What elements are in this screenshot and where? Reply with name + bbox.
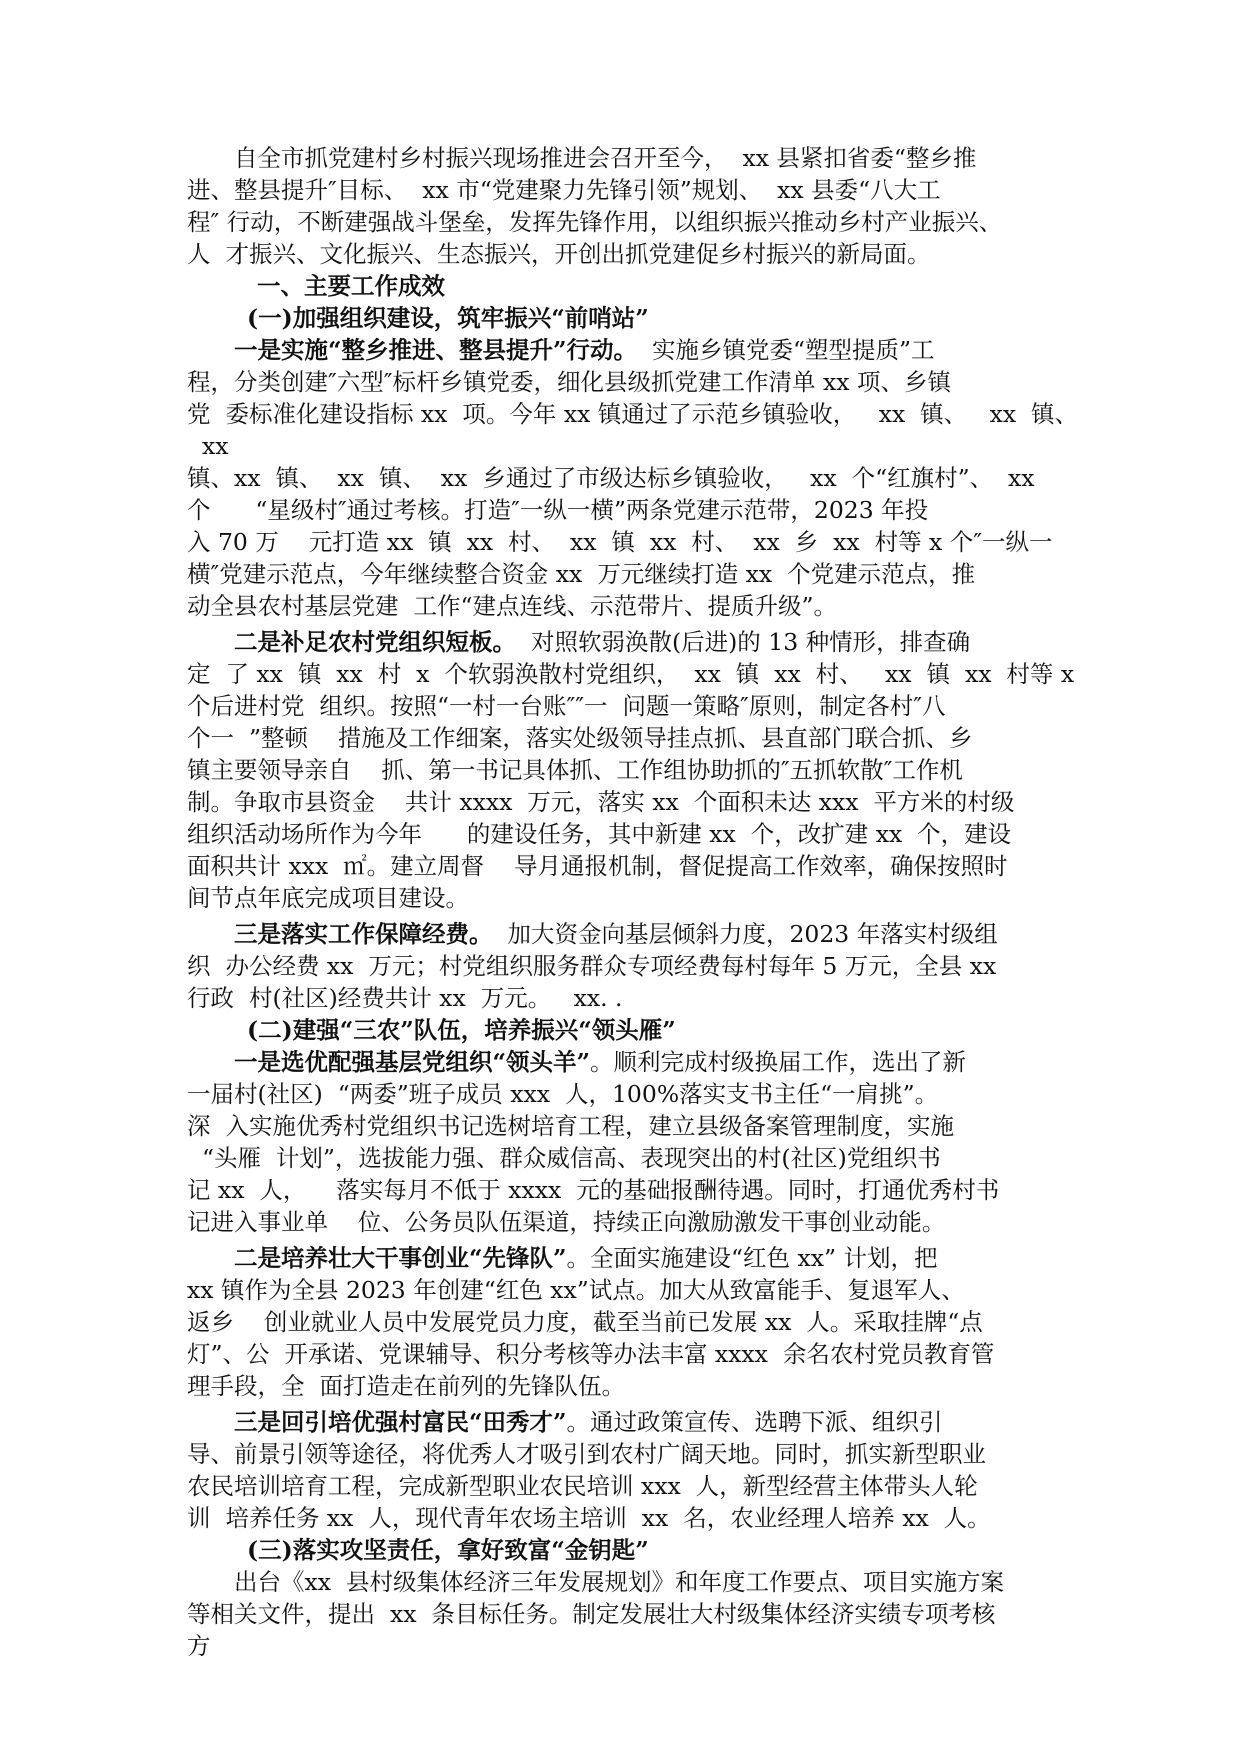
text-line: 一届村(社区) “两委”班子成员 xxx 人，100%落实支书主任“一肩挑”。	[187, 1080, 939, 1108]
text-line: 导、前景引领等途径，将优秀人才吸引到农村广阔天地。同时，抓实新型职业	[187, 1440, 986, 1468]
text-line: 程″ 行动，不断建强战斗堡垒，发挥先锋作用，以组织振兴推动乡村产业振兴、	[187, 208, 1003, 236]
text-line: 人 才振兴、文化振兴、生态振兴，开创出抓党建促乡村振兴的新局面。	[187, 240, 931, 268]
text-line: 入 70 万 元打造 xx 镇 xx 村、 xx 镇 xx 村、 xx 乡 xx 村等 x 个″一纵一	[187, 528, 1053, 556]
text-line: 定 了 xx 镇 xx 村 x 个软弱涣散村党组织， xx 镇 xx 村、 xx 镇 xx 村等 x	[187, 660, 1075, 688]
paragraph-5	[187, 1242, 1067, 1402]
text-line: 方	[187, 1632, 211, 1660]
text-line: 理手段，全 面打造走在前列的先锋队伍。	[187, 1372, 625, 1400]
text-line	[187, 918, 1067, 950]
text-line: 等相关文件，提出 xx 条目标任务。制定发展壮大村级集体经济实绩专项考核	[187, 1600, 996, 1628]
document-page	[187, 142, 1079, 1662]
text-run: 。全面实施建设“红色 xx” 计划，把	[566, 1244, 938, 1272]
text-line: 出台《xx 县村级集体经济三年发展规划》和年度工作要点、项目实施方案	[234, 1568, 1004, 1596]
text-line: 党 委标准化建设指标 xx 项。今年 xx 镇通过了示范乡镇验收， xx 镇、 xx 镇、	[187, 400, 1079, 428]
subsection-heading-2: (二)建强“三农”队伍，培养振兴“领头雁”	[247, 1016, 676, 1044]
paragraph-lead: 三是落实工作保障经费。	[234, 920, 493, 948]
text-line: 组织活动场所作为今年 的建设任务，其中新建 xx 个，改扩建 xx 个，建设	[187, 820, 1012, 848]
text-line: 个 “星级村″通过考核。打造″一纵一横”两条党建示范带，2023 年投	[187, 496, 929, 524]
text-line: 程，分类创建″六型″标杆乡镇党委，细化县级抓党建工作清单 xx 项、乡镇	[187, 368, 952, 396]
text-run: 。顺利完成村级换届工作，选出了新	[590, 1048, 967, 1076]
text-line	[187, 1046, 1067, 1078]
text-line: 个一 ”整顿 措施及工作细案，落实处级领导挂点抓、县直部门联合抓、乡	[187, 724, 973, 752]
text-line	[187, 1242, 1067, 1274]
text-line	[187, 626, 1067, 658]
text-line: 面积共计 xxx ㎡。建立周督 导月通报机制，督促提高工作效率，确保按照时	[187, 852, 1008, 880]
text-line: 镇主要领导亲自 抓、第一书记具体抓、工作组协助抓的″五抓软散″工作机	[187, 756, 963, 784]
section-heading-main-results: 一、主要工作成效	[257, 272, 445, 300]
paragraph-6	[187, 1406, 1067, 1534]
paragraph-4	[187, 1046, 1067, 1238]
paragraph-lead: 一是实施“整乡推进、整县提升”行动。	[234, 336, 638, 364]
text-line: xx	[187, 432, 229, 460]
text-line: 横″党建示范点，今年继续整合资金 xx 万元继续打造 xx 个党建示范点，推	[187, 560, 976, 588]
paragraph-lead: 二是培养壮大干事创业“先锋队”	[234, 1244, 567, 1272]
text-line: 进、整县提升″目标、 xx 市“党建聚力先锋引领”规划、 xx 县委“八大工	[187, 176, 941, 204]
paragraph-lead: 三是回引培优强村富民“田秀才”	[234, 1408, 567, 1436]
subsection-heading-3: (三)落实攻坚责任，拿好致富“金钥匙”	[247, 1536, 649, 1564]
text-line: 织 办公经费 xx 万元；村党组织服务群众专项经费每村每年 5 万元，全县 xx	[187, 952, 997, 980]
paragraph-lead: 一是选优配强基层党组织“领头羊”	[234, 1048, 591, 1076]
text-line: 间节点年底完成项目建设。	[187, 884, 469, 912]
text-run: 对照软弱涣散(后进)的 13 种情形，排查确	[516, 628, 971, 656]
text-line: 返乡 创业就业人员中发展党员力度，截至当前已发展 xx 人。采取挂牌“点	[187, 1308, 983, 1336]
paragraph-7	[187, 1566, 1067, 1662]
subsection-heading-1: (一)加强组织建设，筑牢振兴“前哨站”	[247, 304, 649, 332]
paragraph-2	[187, 626, 1075, 914]
paragraph-lead: 二是补足农村党组织短板。	[234, 628, 516, 656]
text-line: 行政 村(社区)经费共计 xx 万元。 xx. .	[187, 984, 623, 1012]
text-line: “头雁 计划”，选拔能力强、群众威信高、表现突出的村(社区)党组织书	[187, 1144, 941, 1172]
text-line: xx 镇作为全县 2023 年创建“红色 xx”试点。加大从致富能手、复退军人、	[187, 1276, 965, 1304]
text-run: 实施乡镇党委“塑型提质”工	[637, 336, 935, 364]
text-run: 加大资金向基层倾斜力度，2023 年落实村级组	[492, 920, 998, 948]
paragraph-3	[187, 918, 1067, 1014]
text-line: 个后进村党 组织。按照“一村一台账″″一 问题一策略″原则，制定各村″八	[187, 692, 946, 720]
intro-paragraph	[187, 142, 1067, 270]
text-line: 农民培训培育工程，完成新型职业农民培训 xxx 人，新型经营主体带头人轮	[187, 1472, 978, 1500]
text-run: 。通过政策宣传、选聘下派、组织引	[566, 1408, 943, 1436]
paragraph-1	[187, 334, 1079, 622]
text-line: 灯”、公 开承诺、党课辅导、积分考核等办法丰富 xxxx 余名农村党员教育管	[187, 1340, 995, 1368]
text-line: 记 xx 人， 落实每月不低于 xxxx 元的基础报酬待遇。同时，打通优秀村书	[187, 1176, 1000, 1204]
text-line: 自全市抓党建村乡村振兴现场推进会召开至今， xx 县紧扣省委“整乡推	[234, 144, 977, 172]
text-line: 动全县农村基层党建 工作“建点连线、示范带片、提质升级”。	[187, 592, 837, 620]
text-line	[187, 334, 1067, 366]
text-line: 镇、xx 镇、 xx 镇、 xx 乡通过了市级达标乡镇验收， xx 个“红旗村”、 xx	[187, 464, 1035, 492]
text-line: 训 培养任务 xx 人，现代青年农场主培训 xx 名，农业经理人培养 xx 人。	[187, 1504, 991, 1532]
text-line: 记进入事业单 位、公务员队伍渠道，持续正向激励激发干事创业动能。	[187, 1208, 946, 1236]
text-line: 制。争取市县资金 共计 xxxx 万元，落实 xx 个面积未达 xxx 平方米的村级	[187, 788, 1015, 816]
text-line	[187, 1406, 1067, 1438]
text-line: 深 入实施优秀村党组织书记选树培育工程，建立县级备案管理制度，实施	[187, 1112, 954, 1140]
